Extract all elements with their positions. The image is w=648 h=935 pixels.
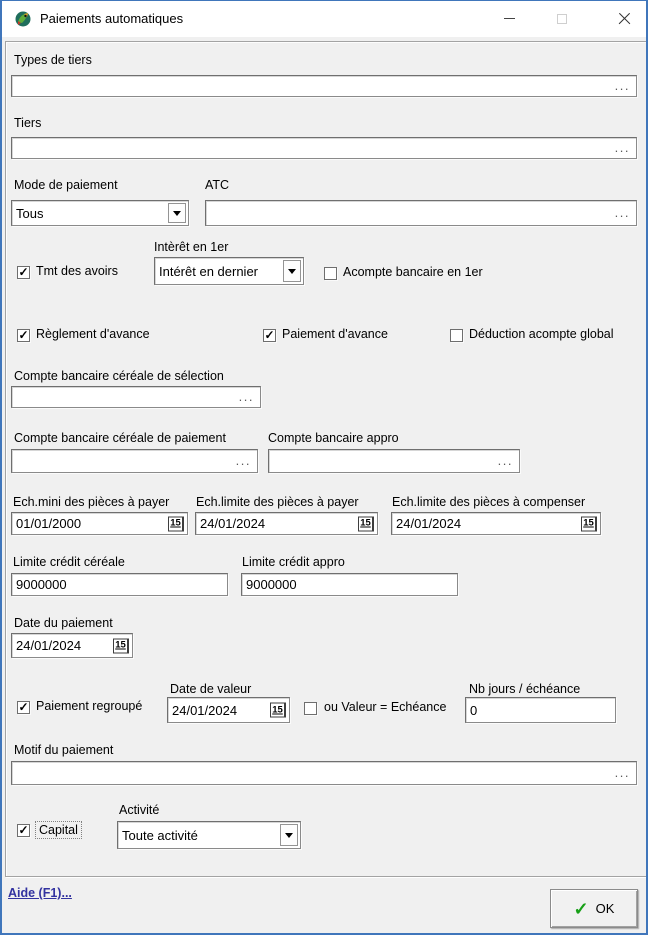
ok-button[interactable] xyxy=(550,889,638,928)
types-de-tiers-label: Types de tiers xyxy=(14,53,92,67)
ou-valeur-echeance-label[interactable]: ou Valeur = Echéance xyxy=(324,700,447,714)
ech-limite-pieces-compenser-label: Ech.limite des pièces à compenser xyxy=(392,495,586,509)
cb-appro-label: Compte bancaire appro xyxy=(268,431,399,445)
nb-jours-echeance-label: Nb jours / échéance xyxy=(469,682,581,696)
cbc-selection-field[interactable] xyxy=(11,386,261,408)
maximize-button[interactable] xyxy=(539,1,585,36)
ech-limite-pieces-payer-value: 24/01/2024 xyxy=(200,516,266,531)
capital-checkbox[interactable] xyxy=(17,824,30,837)
check-icon: ✓ xyxy=(18,822,29,837)
types-de-tiers-field[interactable] xyxy=(11,75,637,97)
tiers-browse-button[interactable]: ... xyxy=(614,140,630,155)
tmt-des-avoirs-label[interactable]: Tmt des avoirs xyxy=(36,264,118,278)
acompte-bancaire-en-1er-checkbox[interactable] xyxy=(324,267,337,280)
cbc-paiement-browse-button[interactable]: ... xyxy=(235,453,251,468)
reglement-avance-checkbox[interactable] xyxy=(17,329,30,342)
activite-dropdown-button[interactable] xyxy=(280,824,298,846)
capital-label[interactable]: Capital xyxy=(35,821,82,839)
cb-appro-field[interactable] xyxy=(268,449,520,473)
chevron-down-icon xyxy=(288,269,296,278)
calendar-icon[interactable]: 15 xyxy=(581,516,597,531)
cb-appro-browse-button[interactable]: ... xyxy=(497,453,513,468)
mode-de-paiement-dropdown-button[interactable] xyxy=(168,203,186,223)
limite-credit-appro-field[interactable] xyxy=(241,573,458,596)
date-du-paiement-field[interactable] xyxy=(11,633,133,658)
paiement-regroupe-checkbox[interactable] xyxy=(17,701,30,714)
tmt-des-avoirs-checkbox[interactable] xyxy=(17,266,30,279)
minimize-button[interactable] xyxy=(486,1,532,36)
chevron-down-icon xyxy=(173,211,181,220)
date-de-valeur-field[interactable] xyxy=(167,697,290,723)
date-de-valeur-value: 24/01/2024 xyxy=(172,702,238,718)
titlebar[interactable] xyxy=(2,1,646,37)
calendar-icon[interactable]: 15 xyxy=(168,516,184,531)
maximize-icon xyxy=(557,14,567,24)
deduction-acompte-global-label[interactable]: Déduction acompte global xyxy=(469,327,614,341)
tiers-label: Tiers xyxy=(14,116,42,130)
cbc-paiement-field[interactable] xyxy=(11,449,258,473)
date-de-valeur-label: Date de valeur xyxy=(170,682,252,696)
chevron-down-icon xyxy=(285,833,293,842)
window-title: Paiements automatiques xyxy=(40,11,184,26)
deduction-acompte-global-checkbox[interactable] xyxy=(450,329,463,342)
interet-en-1er-dropdown-button[interactable] xyxy=(283,260,301,282)
nb-jours-echeance-field[interactable] xyxy=(465,697,616,723)
mode-de-paiement-select[interactable] xyxy=(11,200,189,226)
close-button[interactable] xyxy=(601,1,648,36)
activite-value: Toute activité xyxy=(122,827,198,843)
close-icon xyxy=(618,12,631,25)
ech-mini-pieces-payer-field[interactable] xyxy=(11,512,188,535)
tiers-field[interactable] xyxy=(11,137,637,159)
calendar-icon[interactable]: 15 xyxy=(113,638,129,653)
interet-en-1er-select[interactable] xyxy=(154,257,304,285)
mode-de-paiement-label: Mode de paiement xyxy=(14,178,118,192)
limite-credit-appro-label: Limite crédit appro xyxy=(242,555,345,569)
atc-label: ATC xyxy=(205,178,230,192)
paiement-avance-label[interactable]: Paiement d'avance xyxy=(282,327,388,341)
ech-limite-pieces-payer-label: Ech.limite des pièces à payer xyxy=(196,495,359,509)
motif-du-paiement-browse-button[interactable]: ... xyxy=(614,765,630,780)
motif-du-paiement-field[interactable] xyxy=(11,761,637,785)
limite-credit-cereale-label: Limite crédit céréale xyxy=(13,555,125,569)
help-link[interactable]: Aide (F1)... xyxy=(8,886,72,900)
check-icon: ✓ xyxy=(18,264,29,279)
calendar-icon[interactable]: 15 xyxy=(358,516,374,531)
cbc-selection-browse-button[interactable]: ... xyxy=(238,389,254,404)
cbc-selection-label: Compte bancaire céréale de sélection xyxy=(14,369,224,383)
reglement-avance-label[interactable]: Règlement d'avance xyxy=(36,327,150,341)
motif-du-paiement-label: Motif du paiement xyxy=(14,743,114,757)
calendar-icon[interactable]: 15 xyxy=(270,703,286,718)
ok-label: OK xyxy=(595,901,615,916)
atc-field[interactable] xyxy=(205,200,637,226)
limite-credit-cereale-value: 9000000 xyxy=(16,577,67,592)
limite-credit-appro-value: 9000000 xyxy=(246,577,297,592)
ou-valeur-echeance-checkbox[interactable] xyxy=(304,702,317,715)
mode-de-paiement-value: Tous xyxy=(16,205,44,221)
activite-select[interactable] xyxy=(117,821,301,849)
types-de-tiers-browse-button[interactable]: ... xyxy=(614,78,630,93)
check-icon: ✓ xyxy=(18,327,29,342)
paiement-avance-checkbox[interactable] xyxy=(263,329,276,342)
check-icon: ✓ xyxy=(264,327,275,342)
atc-browse-button[interactable]: ... xyxy=(614,205,630,220)
ech-mini-pieces-payer-value: 01/01/2000 xyxy=(16,516,82,531)
paiement-regroupe-label[interactable]: Paiement regroupé xyxy=(36,699,143,713)
interet-en-1er-label: Intèrêt en 1er xyxy=(154,240,229,254)
check-icon: ✓ xyxy=(573,898,589,919)
interet-en-1er-value: Intérêt en dernier xyxy=(159,263,259,279)
limite-credit-cereale-field[interactable] xyxy=(11,573,228,596)
app-icon xyxy=(14,10,32,28)
acompte-bancaire-en-1er-label[interactable]: Acompte bancaire en 1er xyxy=(343,265,483,279)
check-icon: ✓ xyxy=(18,699,29,714)
minimize-icon xyxy=(504,18,515,19)
ech-limite-pieces-payer-field[interactable] xyxy=(195,512,378,535)
ech-limite-pieces-compenser-value: 24/01/2024 xyxy=(396,516,462,531)
cbc-paiement-label: Compte bancaire céréale de paiement xyxy=(14,431,226,445)
ech-mini-pieces-payer-label: Ech.mini des pièces à payer xyxy=(13,495,170,509)
date-du-paiement-value: 24/01/2024 xyxy=(16,638,82,653)
date-du-paiement-label: Date du paiement xyxy=(14,616,113,630)
nb-jours-echeance-value: 0 xyxy=(470,702,478,718)
ech-limite-pieces-compenser-field[interactable] xyxy=(391,512,601,535)
activite-label: Activité xyxy=(119,803,160,817)
